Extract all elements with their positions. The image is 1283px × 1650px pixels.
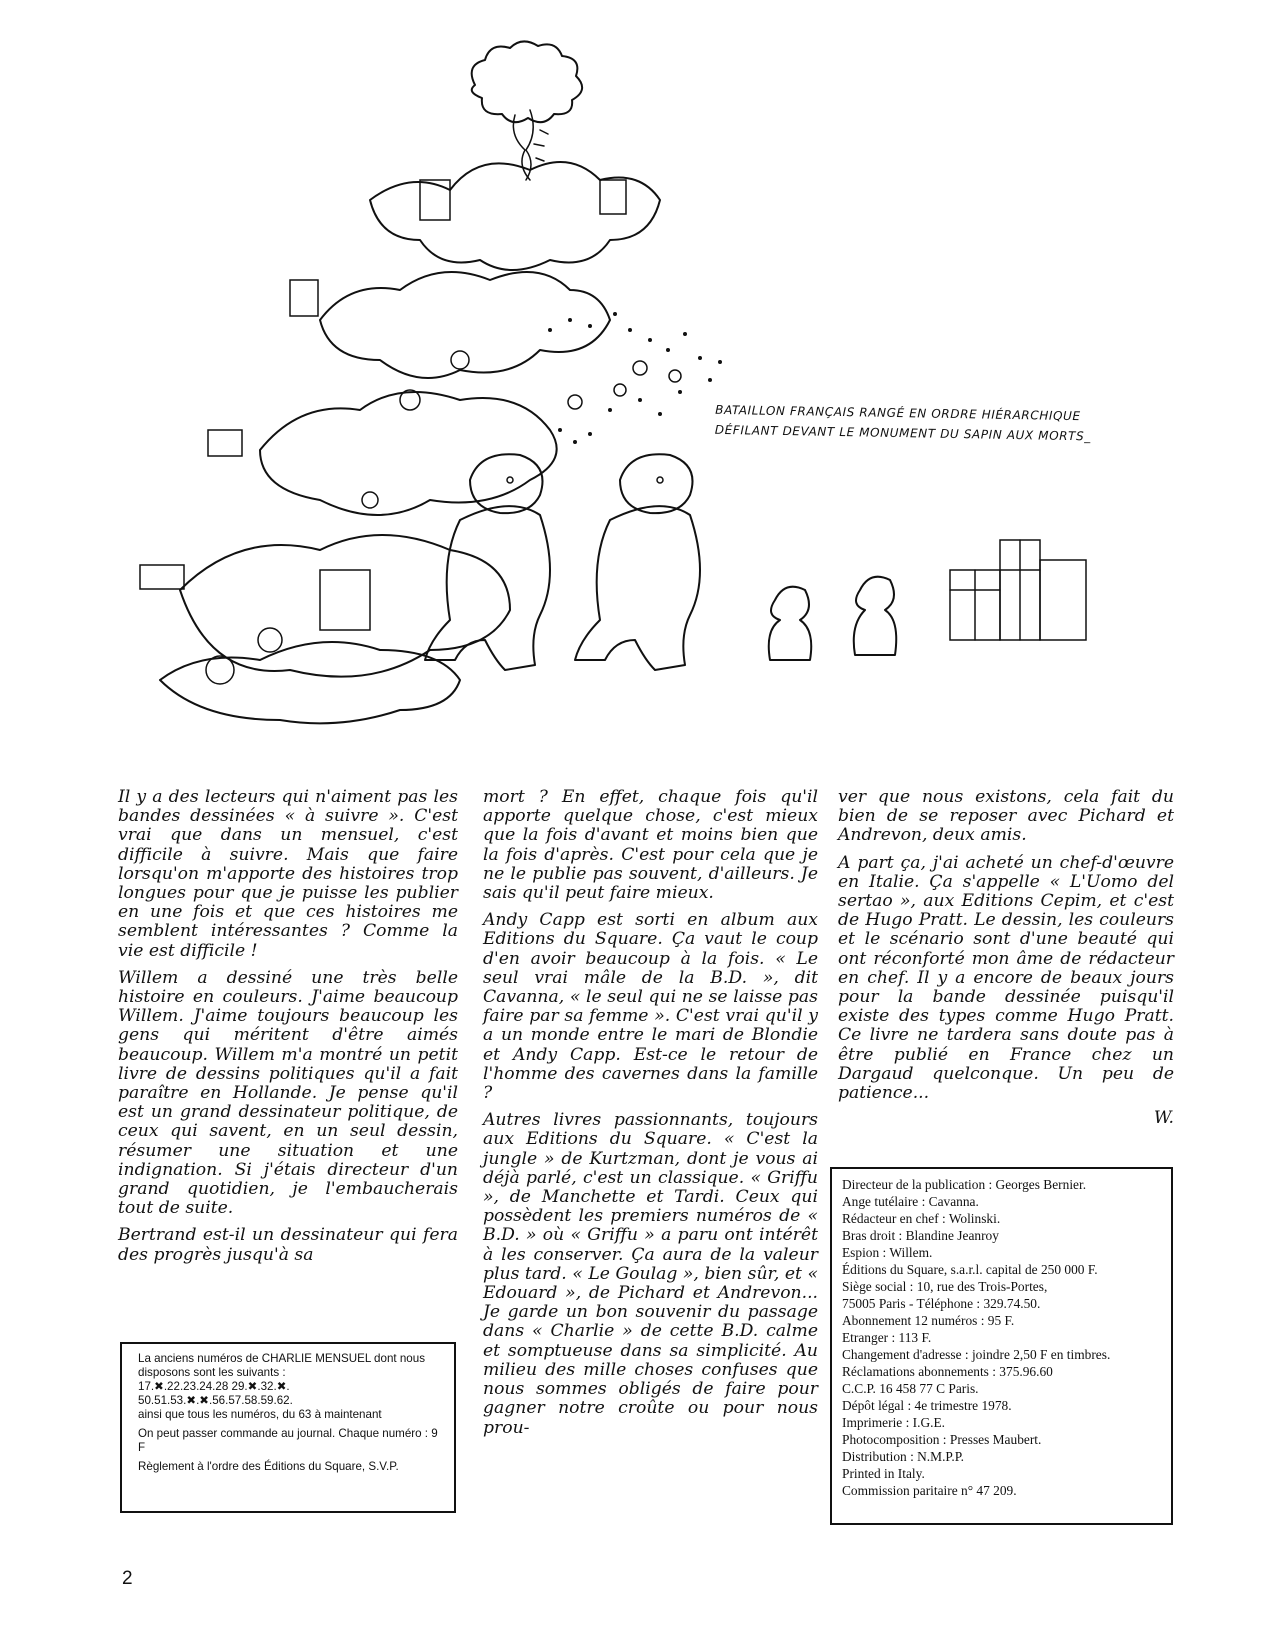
credit-line: Abonnement 12 numéros : 95 F. [842,1313,1015,1328]
credit-line: Etranger : 113 F. [842,1330,932,1345]
paragraph: Bertrand est-il un dessinateur qui fera des progrès jusqu'à sa [118,1225,458,1265]
paragraph: Andy Capp est sorti en album aux Editions du Square. Ça vaut le coup d'en avoir beaucoup à la fois. « Le seul vrai mâle de la B.D. », dit Cavanna, « le seul qui ne se laisse pas faire par sa femme ». C'est vrai qu'il y a un monde entre le mari de Blondie et Andy Capp. Est-ce le retour de l'homme des cavernes dans la famille ? [483,910,818,1104]
article-column-2 [483,788,818,1446]
paragraph: Il y a des lecteurs qui n'aiment pas les bandes dessinées « à suivre ». C'est vrai que dans un mensuel, c'est difficile à suivre. Mais que faire lorsqu'on m'apporte des histoires trop longues pour que je puisse les publier en une fois et que ces histoires me semblent intéressantes ? Comme la vie est difficile ! [118,787,458,961]
paragraph: ver que nous existons, cela fait du bien de se reposer avec Pichard et Andrevon, deux amis. [838,787,1174,846]
credit-line: Bras droit : Blandine Jeanroy [842,1228,999,1243]
caption-line-1: BATAILLON FRANÇAIS RANGÉ EN ORDRE HIÉRARCHIQUE [715,402,1081,424]
smoke-cloud-drawing [472,41,582,180]
credit-line: C.C.P. 16 458 77 C Paris. [842,1381,979,1396]
page-number: 2 [122,1568,133,1589]
credit-line: Imprimerie : I.G.E. [842,1415,945,1430]
credit-line: Espion : Willem. [842,1245,933,1260]
credit-line: Commission paritaire n° 47 209. [842,1483,1017,1498]
small-figures-drawing [769,540,1086,660]
credit-line: Printed in Italy. [842,1466,925,1481]
back-issues-payment: Règlement à l'ordre des Éditions du Square, S.V.P. [138,1460,399,1473]
credit-line: Dépôt légal : 4e trimestre 1978. [842,1398,1012,1413]
paragraph: Willem a dessiné une très belle histoire en couleurs. J'aime beaucoup Willem. J'aime toujours beaucoup les gens qui méritent d'être aimés beaucoup. Willem m'a montré un petit livre de dessins politiques qu'il a fait paraître en Hollande. Je pense qu'il est un grand dessinateur politique, de ceux qui savent, en un seul dessin, résumer une situation et une indignation. Si j'étais directeur d'un grand quotidien, je l'embaucherais tout de suite. [118,967,458,1219]
caption-line-2: DÉFILANT DEVANT LE MONUMENT DU SAPIN AUX MORTS_ [714,422,1092,444]
tree-pile-drawing [140,162,660,723]
illustration-caption [715,400,1196,448]
marching-dots-drawing [548,312,722,444]
back-issues-intro [138,1352,438,1422]
credit-line: Rédacteur en chef : Wolinski. [842,1211,1001,1226]
naked-figures-drawing [425,454,700,670]
credit-line: Éditions du Square, s.a.r.l. capital de 250 000 F. [842,1262,1098,1277]
back-issues-box [120,1342,456,1513]
paragraph: A part ça, j'ai acheté un chef-d'œuvre en Italie. Ça s'appelle « L'Uomo del sertao », aux Editions Cepim, et c'est de Hugo Pratt. Le dessin, les couleurs et le scénario sont d'une beauté qui ont réconforté mon âme de rédacteur en chef. Il y a encore de beaux jours pour la bande dessinée puisqu'il existe des types comme Hugo Pratt. Ce livre ne tardera sans doute pas à être publié en France chez un Dargaud quelconque. Un peu de patience... [838,852,1174,1104]
back-issues-line-2: 17.✖.22.23.24.28 29.✖.32.✖. [138,1380,290,1393]
article-column-3 [838,788,1174,1128]
back-issues-line-4: ainsi que tous les numéros, du 63 à maintenant [138,1408,382,1421]
back-issues-line-3: 50.51.53.✖.✖.56.57.58.59.62. [138,1394,293,1407]
back-issues-line-1: La anciens numéros de CHARLIE MENSUEL dont nous disposons sont les suivants : [138,1352,425,1379]
credit-line: 75005 Paris - Téléphone : 329.74.50. [842,1296,1041,1311]
cartoon-illustration [120,30,1180,770]
paragraph: mort ? En effet, chaque fois qu'il apporte quelque chose, c'est mieux que la fois d'avant et moins bien que la fois d'après. C'est pour cela que je ne le publie pas souvent, d'ailleurs. Je sais qu'il peut faire mieux. [483,787,818,904]
back-issues-order: On peut passer commande au journal. Chaque numéro : 9 F [138,1427,438,1454]
credit-line: Distribution : N.M.P.P. [842,1449,965,1464]
paragraph: Autres livres passionnants, toujours aux Editions du Square. « C'est la jungle » de Kurtzman, dont je vous ai déjà parlé, c'est un classique. « Griffu », de Manchette et Tardi. Ceux qui possèdent les premiers numéros de « B.D. » où « Griffu » a paru ont intérêt à les conserver. Ça aura de la valeur plus tard. « Le Goulag », bien sûr, et « Edouard », de Pichard et Andrevon... Je garde un bon souvenir du passage dans « Charlie » de cette B.D. calme et somptueuse dans sa simplicité. Au milieu des mille choses confuses que nous sommes obligés de faire pour gagner notre croûte ou pour nous prou- [483,1110,818,1438]
credit-line: Directeur de la publication : Georges Bernier. [842,1177,1087,1192]
publication-credits-box [830,1167,1173,1525]
credit-line: Changement d'adresse : joindre 2,50 F en timbres. [842,1347,1111,1362]
credit-line: Réclamations abonnements : 375.96.60 [842,1364,1053,1379]
credit-line: Photocomposition : Presses Maubert. [842,1432,1042,1447]
credit-line: Ange tutélaire : Cavanna. [842,1194,979,1209]
author-signature: W. [1153,1108,1174,1129]
credit-line: Siège social : 10, rue des Trois-Portes, [842,1279,1048,1294]
article-column-1 [118,788,458,1273]
